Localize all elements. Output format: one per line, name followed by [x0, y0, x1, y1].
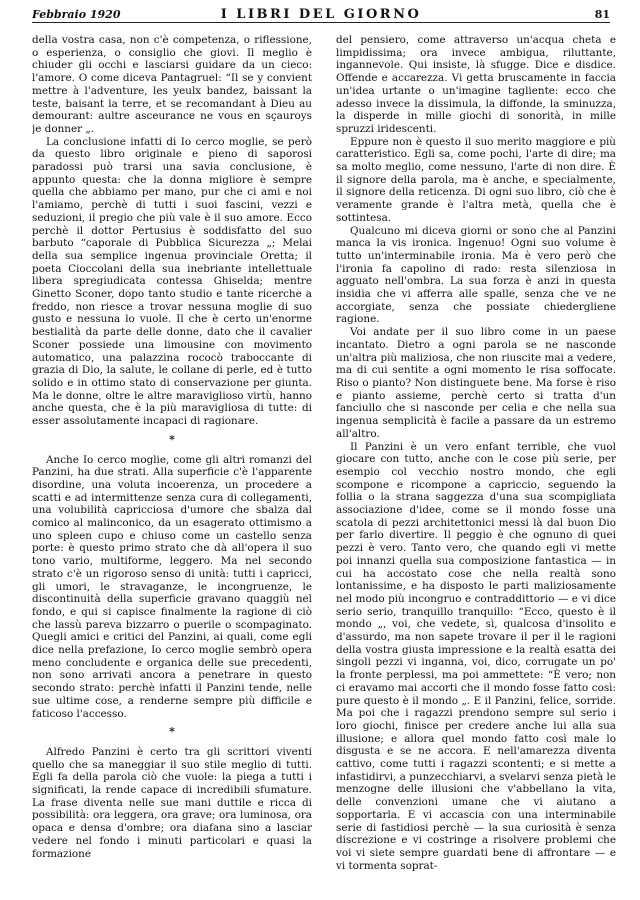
paragraph: Il Panzini è un vero enfant terrible, che vuol giocare con tutto, anche con le cose più serie, per esempio col vecchio nostro mondo, che egli scompone e ricompone a capriccio, seguendo la follia o la strana saggezza d'una sua scompigliata associazione d'idee, come se il mondo fosse una scatola di pezzi architettonici messi là dal buon Dio per farlo divertire. Il peggio è che ognuno di quei pezzi è vero. Tanto vero, che quando egli vi mette poi innanzi quella sua composizione fantastica — in cui ha accostato cose che nella realtà sono lontanissime, e ha disposto le parti maliziosamente nel modo più incongruo e contraddittorio — e vi dice serio serio, tranquillo tranquillo: “Ecco, questo è il mondo „, voi, che vedete, sì, qualcosa d'insolito e d'assurdo, ma non sapete trovare il per il le ragioni della vostra giusta impressione e la realtà esatta dei singoli pezzi vi inganna, voi, dico, corrugate un po' la fronte perplessi, ma poi ammettete: “È vero; non ci eravamo mai accorti che il mondo fosse fatto così: pure questo è il mondo „. E il Panzini, felice, sorride. Ma poi che i ragazzi prendono sempre sul serio i loro giochi, finisce per credere anche lui alla sua illusione; e allora quel mondo fatto così male lo disgusta e se ne accora. E nell'amarezza diventa cattivo, come tutti i ragazzi scontenti; e si mette a infastidirvi, a punzecchiarvi, a svelarvi senza pietà le menzogne delle illusioni che v'abbellano la vita, delle convenzioni umane che vi aiutano a sopportarla. E vi accascia con una interminabile serie di fastidiosi perchè — la sua curiosità è senza discrezione e vi costringe a risolvere problemi che voi vi siete sempre guardati bene di affrontare — e vi tormenta soprat- [336, 440, 616, 872]
issue-date: Febbraio 1920 [32, 8, 121, 21]
paragraph: Voi andate per il suo libro come in un paese incantato. Dietro a ogni parola se ne nasconde un'altra più maliziosa, che non riuscite mai a vedere, ma di cui sentite a ogni momento le risa soffocate. Riso o pianto? Non distinguete bene. Ma forse è riso e pianto assieme, perchè certo si tratta d'un fanciullo che si nasconde per celia e che nella sua ingenua semplicità è facile a passare da un estremo all'altro. [336, 326, 616, 440]
paragraph: della vostra casa, non c'è competenza, o riflessione, o esperienza, o consiglio che giovi. Il meglio è chiuder gli occhi e lasciarsi guidare da un cieco: l'amore. O come diceva Pantagruel: “Il se y convient mettre à l'adventure, les yeulx bandez, baissant la teste, baisant la terre, et se recomandant à Dieu au demourant: aultre asceurance ne vous en sçauroys je donner „. [32, 34, 312, 135]
paragraph: Alfredo Panzini è certo tra gli scrittori viventi quello che sa maneggiar il suo stile meglio di tutti. Egli fa della parola ciò che vuole: la piega a tutti i significati, la rende capace di incredibili sfumature. La frase diventa nelle sue mani duttile e ricca di possibilità: ora leggera, ora grave; ora luminosa, ora opaca e densa d'ombre; ora diafana sino a lasciar vedere nel fondo i minuti particolari e quasi la formazione [32, 745, 312, 860]
section-separator: * [169, 725, 175, 739]
paragraph: Anche Io cerco moglie, come gli altri romanzi del Panzini, ha due strati. Alla superficie c'è l'apparente disordine, una voluta incoerenza, un procedere a scatti e ad intermittenze senza cura di collegamenti, una volubilità capricciosa d'umore che sbalza dal comico al malinconico, da un esagerato ottimismo a uno spleen cupo e chiuso come un castello senza porte: è questo primo strato che dà all'opera il suo tono vario, multiforme, leggero. Ma nel secondo strato c'è un rigoroso senso di unità: tutti i capricci, gli umori, le stravaganze, le incongruenze, le discontinuità della superficie gravano quaggiù nel fondo, e qui si capisce finalmente la ragione di ciò che lassù pareva bizzarro o puerile o scompaginato. Quegli amici e critici del Panzini, ai quali, come egli dice nella prefazione, Io cerco moglie sembrò opera meno concludente e organica delle sue precedenti, non sono arrivati ancora a penetrare in questo secondo strato: perchè infatti il Panzini tende, nelle sue ultime cose, a renderne sempre più difficile e faticoso l'accesso. [32, 453, 312, 720]
page-number: 81 [594, 8, 610, 21]
journal-title: I LIBRI DEL GIORNO [220, 7, 422, 22]
paragraph: Eppure non è questo il suo merito maggiore e più caratteristico. Egli sa, come pochi, l'arte di dire; ma sa molto meglio, come nessuno, l'arte di non dire. È il signore della parola, ma è anche, e specialmente, il signore della reticenza. Di ogni suo libro, ciò che è veramente grande è l'altra metà, quella che è sottintesa. [336, 135, 616, 224]
paragraph: del pensiero, come attraverso un'acqua cheta e limpidissima; ora invece ambigua, riluttante, ingannevole. Qui insiste, là sfugge. Dice e disdice. Offende e accarezza. Vi getta bruscamente in faccia un'idea urtante o un'imagine tagliente: ecco che adesso invece la dissimula, la diffonde, la sminuzza, la disperde in mille giochi di sonorità, in mille spruzzi iridescenti. [336, 34, 616, 135]
paragraph: La conclusione infatti di Io cerco moglie, se però da questo libro originale e pieno di saporosi paradossi può trarsi una savia conclusione, è appunto questa: che la donna migliore è sempre quella che abbiamo per mano, pur che ci ami e noi l'amiamo, perchè di tutti i suoi fascini, vezzi e seduzioni, il pregio che più vale è il suo amore. Ecco perchè il dottor Pertusius è soddisfatto del suo barbuto “caporale di Pubblica Sicurezza „; Melai della sua semplice ingenua provinciale Oretta; il poeta Cioccolani della sua inebriante intellettuale libera spregiudicata contessa Ghiselda; mentre Ginetto Sconer, dopo tanto studio e tante ricerche a freddo, non riesce a trovar nessuna moglie di suo gusto e nessuna lo vuole. Il che è certo un'enorme bestialità da parte delle donne, dato che il cavalier Sconer possiede una limousine con movimento automatico, una palazzina rococò traboccante di grazia di Dio, la salute, le collane di perle, ed è tutto solido e in ottimo stato di conservazione per giunta. Ma le donne, oltre le altre maraviglioso virtù, hanno anche questa, che è la più maravigliosa di tutte: di esser assolutamente incapaci di ragionare. [32, 135, 312, 428]
paragraph: Qualcuno mi diceva giorni or sono che al Panzini manca la vis ironica. Ingenuo! Ogni suo volume è tutto un'interminabile ironia. Ma è vero però che l'ironia fa capolino di rado: resta silenziosa in agguato nell'ombra. La sua forza è anzi in questa insidia che vi afferra alle spalle, senza che ve ne accorgiate, senza che possiate chiedergliene ragione. [336, 224, 616, 326]
left-column [32, 34, 312, 890]
right-column [336, 34, 616, 890]
running-header [32, 6, 610, 23]
section-separator: * [169, 432, 175, 446]
